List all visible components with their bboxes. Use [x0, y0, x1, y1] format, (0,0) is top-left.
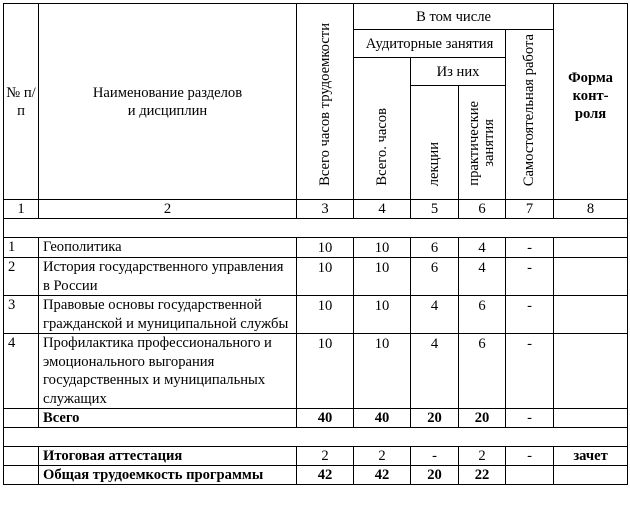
header-total-hours: [297, 4, 354, 200]
total-row-aud: 40: [354, 409, 411, 428]
program-row-aud: 42: [354, 466, 411, 485]
attestation-row-name: Итоговая аттестация: [39, 447, 297, 466]
col-number-1: 1: [4, 200, 39, 219]
table-row: [4, 296, 628, 334]
row-1-pract: 4: [459, 238, 506, 258]
header-name-line1: Наименование разделов: [92, 84, 243, 101]
row-3-num: 3: [4, 296, 39, 334]
attestation-row-aud: 2: [354, 447, 411, 466]
header-control-line3: роля: [574, 105, 607, 122]
blank-row-2: [4, 428, 628, 447]
header-all-hours: [354, 58, 411, 200]
row-2-total: 10: [297, 258, 354, 296]
header-practical-text: [467, 101, 497, 186]
header-practical: [459, 86, 506, 200]
row-2-lect: 6: [411, 258, 459, 296]
header-num: [4, 4, 39, 200]
total-row-total: 40: [297, 409, 354, 428]
header-control-line2: конт-: [572, 87, 609, 104]
header-control: [554, 4, 628, 200]
total-row-name: Всего: [39, 409, 297, 428]
blank-cell-2: [4, 428, 628, 447]
row-4-total: 10: [297, 334, 354, 409]
blank-row-1: [4, 219, 628, 238]
row-2-num: 2: [4, 258, 39, 296]
column-number-row: [4, 200, 628, 219]
header-name-line2: и дисциплин: [127, 102, 208, 119]
col-number-8: 8: [554, 200, 628, 219]
total-row-lect: 20: [411, 409, 459, 428]
attestation-row-lect: -: [411, 447, 459, 466]
header-row-1: [4, 4, 628, 30]
program-row-lect: 20: [411, 466, 459, 485]
row-2-pract: 4: [459, 258, 506, 296]
program-row-control: [554, 466, 628, 485]
program-row-name: Общая трудоемкость программы: [39, 466, 297, 485]
attestation-row-self: -: [506, 447, 554, 466]
header-name: [39, 4, 297, 200]
row-3-total: 10: [297, 296, 354, 334]
row-1-name: Геополитика: [39, 238, 297, 258]
blank-cell-1: [4, 219, 628, 238]
row-4-aud: 10: [354, 334, 411, 409]
row-3-lect: 4: [411, 296, 459, 334]
header-self-work: [506, 30, 554, 200]
header-all-hours-text: Всего. часов: [373, 108, 390, 186]
header-control-line1: Форма: [568, 69, 613, 86]
row-4-num: 4: [4, 334, 39, 409]
col-number-6: 6: [459, 200, 506, 219]
total-row-pract: 20: [459, 409, 506, 428]
header-num-text: № п/п: [6, 84, 36, 119]
row-1-self: -: [506, 238, 554, 258]
program-total-row: [4, 466, 628, 485]
col-number-2: 2: [39, 200, 297, 219]
program-row-total: 42: [297, 466, 354, 485]
row-2-control: [554, 258, 628, 296]
program-row-num: [4, 466, 39, 485]
header-practical-line2: занятия: [481, 119, 497, 168]
attestation-row: [4, 447, 628, 466]
program-row-pract: 22: [459, 466, 506, 485]
attestation-row-num: [4, 447, 39, 466]
curriculum-table: [3, 3, 628, 485]
col-number-4: 4: [354, 200, 411, 219]
row-4-name: Профилактика профессионального и эмоционального выгорания государственных и муниципальных служащих: [39, 334, 297, 409]
header-auditory-text: Аудиторные занятия: [365, 35, 494, 52]
row-3-pract: 6: [459, 296, 506, 334]
header-of-them: [411, 58, 506, 86]
row-4-self: -: [506, 334, 554, 409]
row-2-name: История государственного управления в России: [39, 258, 297, 296]
total-row: [4, 409, 628, 428]
header-total-hours-text: Всего часов трудоемкости: [316, 23, 333, 186]
header-of-them-text: Из них: [436, 63, 480, 80]
row-1-total: 10: [297, 238, 354, 258]
program-row-self: [506, 466, 554, 485]
table-row: [4, 334, 628, 409]
row-1-num: 1: [4, 238, 39, 258]
header-incl: [354, 4, 554, 30]
row-2-self: -: [506, 258, 554, 296]
total-row-num: [4, 409, 39, 428]
table-row: [4, 258, 628, 296]
row-3-self: -: [506, 296, 554, 334]
header-lectures-text: лекции: [426, 141, 442, 186]
header-self-work-text: Самостоятельная работа: [521, 33, 538, 186]
total-row-control: [554, 409, 628, 428]
row-3-name: Правовые основы государственной гражданской и муниципальной службы: [39, 296, 297, 334]
row-1-lect: 6: [411, 238, 459, 258]
row-1-control: [554, 238, 628, 258]
row-1-aud: 10: [354, 238, 411, 258]
attestation-row-pract: 2: [459, 447, 506, 466]
header-lectures: [411, 86, 459, 200]
total-row-self: -: [506, 409, 554, 428]
table-row: [4, 238, 628, 258]
row-3-aud: 10: [354, 296, 411, 334]
attestation-row-control: зачет: [554, 447, 628, 466]
row-2-aud: 10: [354, 258, 411, 296]
col-number-3: 3: [297, 200, 354, 219]
row-4-control: [554, 334, 628, 409]
row-3-control: [554, 296, 628, 334]
attestation-row-total: 2: [297, 447, 354, 466]
header-auditory: [354, 30, 506, 58]
header-incl-text: В том числе: [416, 8, 491, 25]
col-number-5: 5: [411, 200, 459, 219]
row-4-pract: 6: [459, 334, 506, 409]
header-practical-line1: практические: [466, 101, 482, 186]
col-number-7: 7: [506, 200, 554, 219]
row-4-lect: 4: [411, 334, 459, 409]
